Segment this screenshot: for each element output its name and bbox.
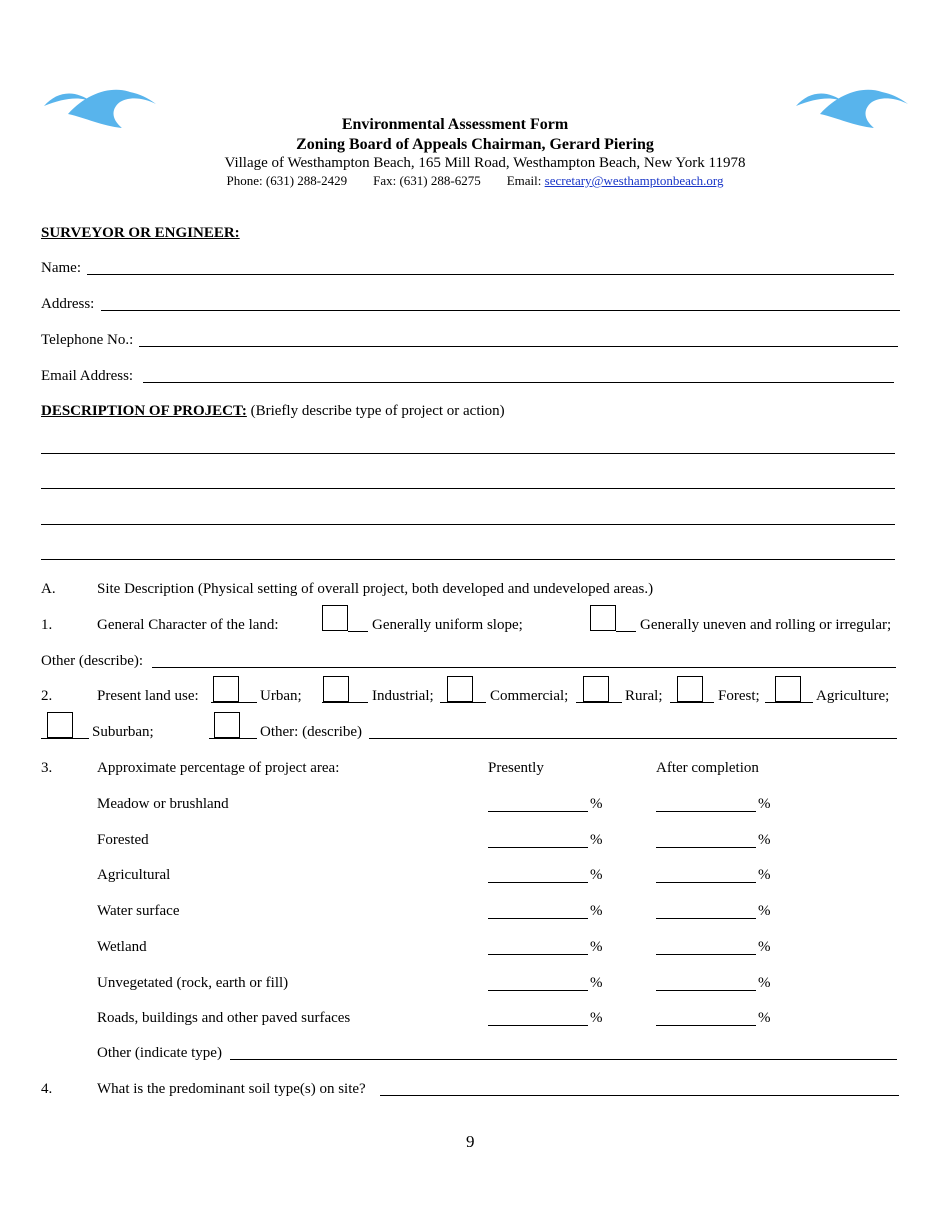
description-line-2[interactable] <box>41 488 895 489</box>
email-link[interactable]: secretary@westhamptonbeach.org <box>544 173 724 188</box>
percent-symbol: % <box>758 796 771 812</box>
urban-underline <box>211 702 257 703</box>
address-field[interactable] <box>101 310 900 311</box>
area-label: Wetland <box>97 939 147 955</box>
q2-label: Present land use: <box>97 688 199 704</box>
q1-label: General Character of the land: <box>97 617 279 633</box>
percent-symbol: % <box>758 939 771 955</box>
q4-label: What is the predominant soil type(s) on site? <box>97 1081 366 1097</box>
uniform-slope-checkbox[interactable] <box>322 605 348 631</box>
commercial-label: Commercial; <box>490 688 569 704</box>
industrial-checkbox[interactable] <box>323 676 349 702</box>
rural-underline <box>576 702 622 703</box>
percent-underline <box>488 847 588 848</box>
other-type-label: Other (indicate type) <box>97 1045 222 1061</box>
percent-symbol: % <box>590 1010 603 1026</box>
other-land-use-checkbox[interactable] <box>214 712 240 738</box>
uneven-rolling-checkbox[interactable] <box>590 605 616 631</box>
email-address-field[interactable] <box>143 382 894 383</box>
area-label: Water surface <box>97 903 180 919</box>
agriculture-label: Agriculture; <box>816 688 890 704</box>
other-describe-label: Other (describe): <box>41 653 144 669</box>
uneven-rolling-underline <box>616 631 636 632</box>
q4-number: 4. <box>41 1081 53 1097</box>
uneven-rolling-label: Generally uneven and rolling or irregular; <box>640 617 892 633</box>
area-label: Unvegetated (rock, earth or fill) <box>97 975 289 991</box>
description-line-3[interactable] <box>41 524 895 525</box>
uniform-slope-label: Generally uniform slope; <box>372 617 523 633</box>
other-land-use-underline <box>209 738 257 739</box>
rural-checkbox[interactable] <box>583 676 609 702</box>
percent-symbol: % <box>758 832 771 848</box>
telephone-field[interactable] <box>139 346 898 347</box>
commercial-checkbox[interactable] <box>447 676 473 702</box>
percent-symbol: % <box>590 832 603 848</box>
urban-checkbox[interactable] <box>213 676 239 702</box>
percent-underline <box>488 1025 588 1026</box>
description-heading: DESCRIPTION OF PROJECT: <box>41 403 247 419</box>
percent-symbol: % <box>758 1010 771 1026</box>
forest-underline <box>670 702 714 703</box>
q3-number: 3. <box>41 760 53 776</box>
commercial-underline <box>440 702 486 703</box>
form-subtitle: Zoning Board of Appeals Chairman, Gerard Piering <box>296 136 654 153</box>
agriculture-checkbox[interactable] <box>775 676 801 702</box>
forest-label: Forest; <box>718 688 760 704</box>
description-hint: (Briefly describe type of project or action) <box>250 403 505 419</box>
percent-underline <box>488 882 588 883</box>
industrial-underline <box>322 702 368 703</box>
page-number: 9 <box>466 1132 475 1151</box>
percent-symbol: % <box>758 903 771 919</box>
description-line-4[interactable] <box>41 559 895 560</box>
email-label: Email: <box>506 173 542 188</box>
description-line-1[interactable] <box>41 453 895 454</box>
form-title: Environmental Assessment Form <box>341 116 569 133</box>
percent-underline <box>656 954 756 955</box>
suburban-checkbox[interactable] <box>47 712 73 738</box>
soil-type-field[interactable] <box>380 1095 899 1096</box>
percent-underline <box>656 882 756 883</box>
presently-column-header: Presently <box>488 760 544 776</box>
name-label: Name: <box>41 260 81 276</box>
percent-underline <box>488 954 588 955</box>
area-label: Meadow or brushland <box>97 796 229 812</box>
other-type-field[interactable] <box>230 1059 897 1060</box>
percent-underline <box>656 918 756 919</box>
percent-underline <box>488 811 588 812</box>
percent-symbol: % <box>590 975 603 991</box>
industrial-label: Industrial; <box>372 688 434 704</box>
percent-underline <box>656 990 756 991</box>
agriculture-underline <box>765 702 813 703</box>
percent-symbol: % <box>590 796 603 812</box>
after-completion-column-header: After completion <box>656 760 759 776</box>
village-address: Village of Westhampton Beach, 165 Mill Road, Westhampton Beach, New York 11978 <box>224 155 746 171</box>
percent-underline <box>656 811 756 812</box>
email-address-label: Email Address: <box>41 368 134 384</box>
other-describe-field[interactable] <box>152 667 896 668</box>
other-land-use-field[interactable] <box>369 738 897 739</box>
uniform-slope-underline <box>348 631 368 632</box>
percent-symbol: % <box>590 867 603 883</box>
area-label: Forested <box>97 832 149 848</box>
area-label: Agricultural <box>97 867 171 883</box>
forest-checkbox[interactable] <box>677 676 703 702</box>
suburban-label: Suburban; <box>92 724 154 740</box>
q2-number: 2. <box>41 688 53 704</box>
area-label: Roads, buildings and other paved surfaces <box>97 1010 351 1026</box>
percent-symbol: % <box>590 939 603 955</box>
other-land-use-label: Other: (describe) <box>260 724 363 740</box>
section-a-number: A. <box>41 581 56 597</box>
q3-label: Approximate percentage of project area: <box>97 760 340 776</box>
percent-underline <box>488 918 588 919</box>
description-heading-row <box>41 403 505 420</box>
urban-label: Urban; <box>260 688 302 704</box>
surveyor-heading: SURVEYOR OR ENGINEER: <box>41 225 240 241</box>
section-a-text: Site Description (Physical setting of overall project, both developed and undeveloped areas.) <box>97 581 654 597</box>
suburban-underline <box>41 738 89 739</box>
percent-symbol: % <box>758 867 771 883</box>
percent-symbol: % <box>758 975 771 991</box>
percent-underline <box>488 990 588 991</box>
address-label: Address: <box>41 296 95 312</box>
percent-underline <box>656 1025 756 1026</box>
fax-text: Fax: (631) 288-6275 <box>373 173 481 188</box>
contact-line <box>0 173 950 189</box>
name-field[interactable] <box>87 274 894 275</box>
phone-text: Phone: (631) 288-2429 <box>226 173 348 188</box>
q1-number: 1. <box>41 617 53 633</box>
telephone-label: Telephone No.: <box>41 332 134 348</box>
rural-label: Rural; <box>625 688 663 704</box>
percent-symbol: % <box>590 903 603 919</box>
percent-underline <box>656 847 756 848</box>
